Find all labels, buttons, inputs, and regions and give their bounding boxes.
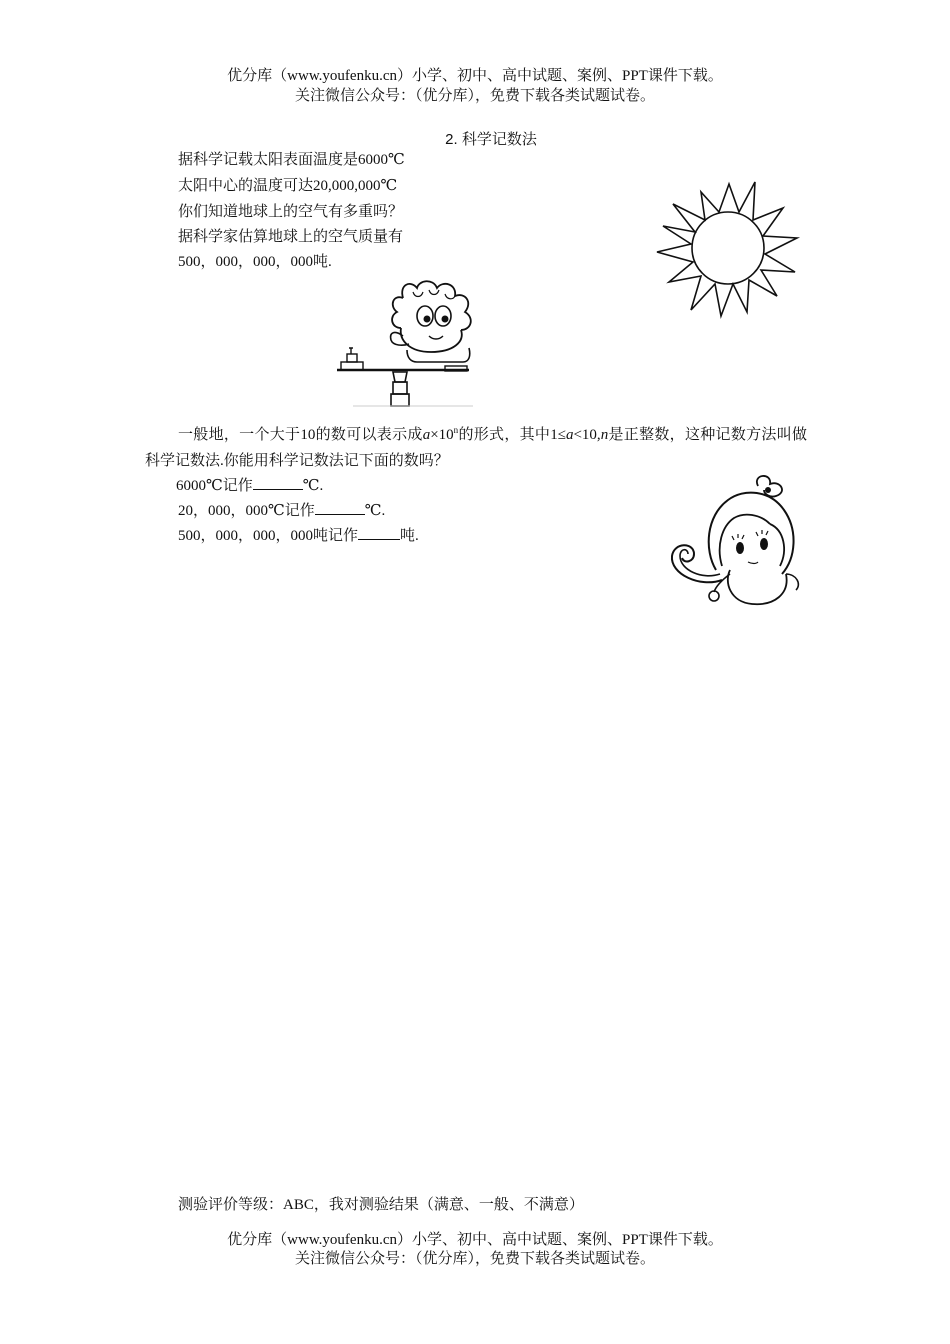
header-line-1: 优分库（www.youfenku.cn）小学、初中、高中试题、案例、PPT课件下载。	[227, 68, 723, 84]
definition-text-3: <10,	[573, 427, 601, 443]
exercise-1-answer-blank[interactable]	[253, 475, 303, 490]
exercise-1	[176, 474, 323, 499]
evaluation-line: 测验评价等级：ABC，我对测验结果（满意、一般、不满意）	[178, 1197, 584, 1213]
variable-n: n	[600, 427, 609, 443]
definition-text-4: 是正整数，这种记数方法叫做科学记数法.你能用科学记数法记下面的数吗？	[145, 427, 807, 469]
intro-line-2: 太阳中心的温度可达20,000,000℃	[178, 178, 398, 194]
variable-a-2: a	[565, 427, 574, 443]
exercise-3	[178, 524, 419, 549]
variable-a: a	[422, 427, 431, 443]
kid-with-balance-scale-drawing	[333, 278, 483, 408]
intro-line-3: 你们知道地球上的空气有多重吗？	[178, 204, 404, 220]
definition-text-1: 一般地，一个大于10的数可以表示成	[178, 427, 423, 443]
monkey-girl-drawing	[660, 470, 810, 620]
exercise-2-prefix: 20，000，000℃记作	[178, 503, 315, 519]
intro-line-1: 据科学记载太阳表面温度是6000℃	[178, 152, 405, 168]
exponent-n: n	[453, 425, 459, 435]
exercise-2-answer-blank[interactable]	[315, 500, 365, 515]
exercise-3-answer-blank[interactable]	[358, 525, 400, 540]
footer-line-2: 关注微信公众号：（优分库），免费下载各类试题试卷。	[294, 1251, 655, 1267]
exercise-1-suffix: ℃.	[302, 478, 324, 494]
footer-line-1: 优分库（www.youfenku.cn）小学、初中、高中试题、案例、PPT课件下载。	[227, 1232, 723, 1248]
exercise-3-suffix: 吨.	[400, 528, 419, 544]
page-title: 2. 科学记数法	[445, 131, 537, 148]
intro-line-5: 500，000，000，000吨.	[178, 254, 332, 270]
times-ten: ×10	[430, 427, 454, 443]
sun-drawing	[655, 178, 800, 318]
definition-paragraph	[145, 422, 807, 474]
exercise-2	[178, 499, 385, 524]
exercise-2-suffix: ℃.	[364, 503, 386, 519]
exercise-1-prefix: 6000℃记作	[176, 478, 253, 494]
exercise-3-prefix: 500，000，000，000吨记作	[178, 528, 359, 544]
header-line-2: 关注微信公众号：（优分库），免费下载各类试题试卷。	[294, 88, 655, 104]
intro-line-4: 据科学家估算地球上的空气质量有	[178, 229, 404, 245]
definition-text-2: 的形式，其中1≤	[458, 427, 566, 443]
